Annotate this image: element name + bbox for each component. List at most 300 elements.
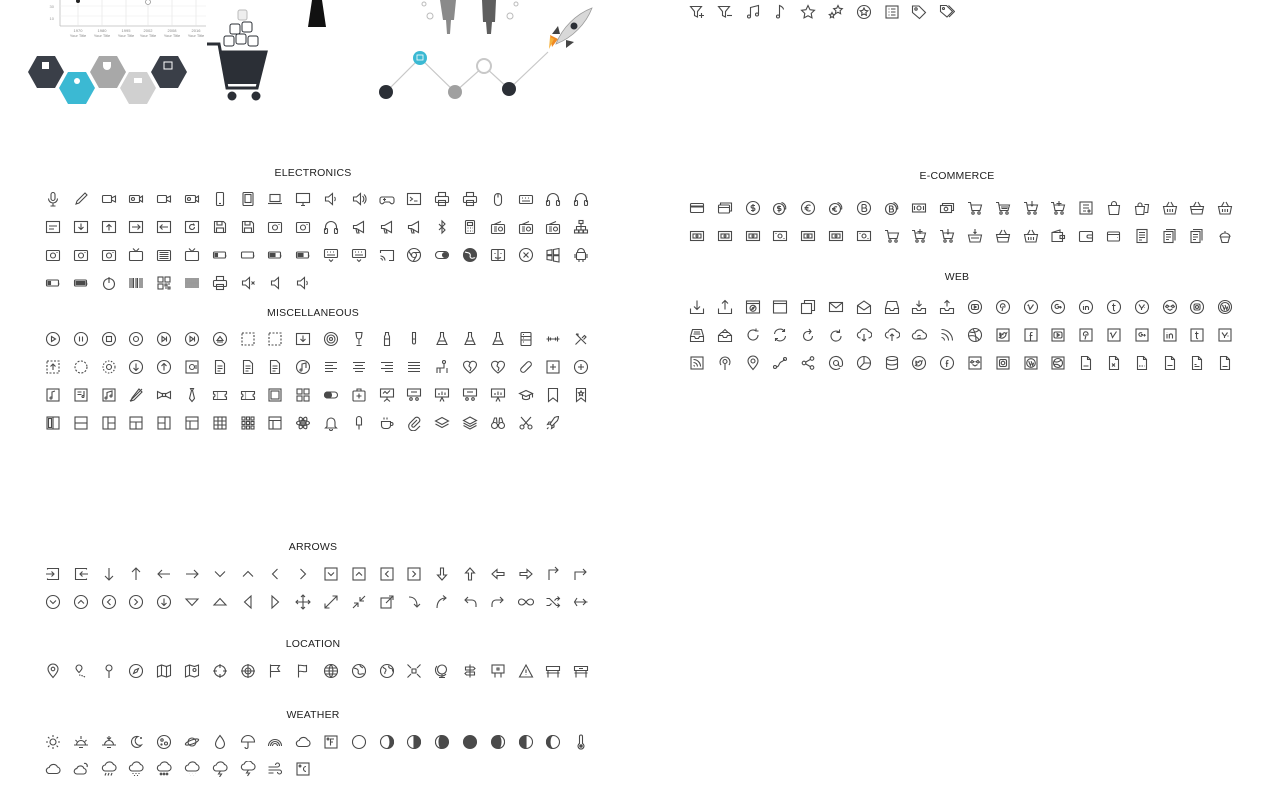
sitting-icon [432, 357, 452, 377]
year-label: 1970 [73, 28, 83, 33]
tumblr-box-icon [1187, 325, 1207, 345]
monitor-icon [293, 189, 313, 209]
power-icon [99, 273, 119, 293]
printer-icon [432, 189, 452, 209]
camcorder-icon [126, 189, 146, 209]
pause-icon [71, 329, 91, 349]
circle-arrow-down-icon [154, 592, 174, 612]
board-people-icon [404, 385, 424, 405]
globe-icon [321, 661, 341, 681]
collapse-icon [349, 592, 369, 612]
year-label: 2016 [191, 28, 201, 33]
tie-icon [182, 385, 202, 405]
grad-cap-icon [516, 385, 536, 405]
coin-bitcoin-icon [854, 198, 874, 218]
filter-plus-icon [687, 2, 707, 22]
keyboard-icon [516, 189, 536, 209]
youtube-circle-icon [965, 297, 985, 317]
binoculars-icon [488, 413, 508, 433]
bluetooth-icon [432, 217, 452, 237]
circle-chevron-down-icon [43, 592, 63, 612]
box-chevron-left-icon [377, 564, 397, 584]
chevron-down-icon [210, 564, 230, 584]
infinity-icon [516, 592, 536, 612]
cart-plus-icon [1048, 198, 1068, 218]
arrow-left-icon [154, 564, 174, 584]
expand-icon [321, 592, 341, 612]
instagram-box-icon [993, 353, 1013, 373]
moon-stars-icon [126, 732, 146, 752]
music-note-icon [770, 2, 790, 22]
fahrenheit-icon [321, 732, 341, 752]
trophy-base [308, 0, 326, 27]
arrow-right-icon [182, 564, 202, 584]
receipt-box-icon [1076, 198, 1096, 218]
podcast-icon [715, 353, 735, 373]
stars-icon [826, 2, 846, 22]
music-note-box-icon [43, 385, 63, 405]
pill-toggle-icon [321, 385, 341, 405]
wallet-icon [1048, 226, 1068, 246]
share-icon [798, 353, 818, 373]
caption-label: Your Title [117, 33, 135, 38]
import-arrow-icon [43, 564, 63, 584]
section-title-weather: WEATHER [286, 709, 340, 721]
finder-icon [488, 245, 508, 265]
rss-box-icon [687, 353, 707, 373]
tags-icon [937, 2, 957, 22]
radio-icon [543, 217, 563, 237]
triangle-down-icon [182, 592, 202, 612]
credit-card-icon [687, 198, 707, 218]
windows-stack-icon [798, 297, 818, 317]
layout-b-icon [126, 413, 146, 433]
paperclip-icon [404, 413, 424, 433]
pushpin-icon [99, 661, 119, 681]
next-icon [182, 329, 202, 349]
hexagon-cluster [28, 56, 187, 104]
cloud-upload-icon [882, 325, 902, 345]
layout-e-icon [265, 413, 285, 433]
file-zip-icon [1160, 353, 1180, 373]
facebook-circle-icon [937, 353, 957, 373]
cloud-icon [293, 732, 313, 752]
gplus-box-icon [1132, 325, 1152, 345]
rss-icon [937, 325, 957, 345]
pen-icon [71, 189, 91, 209]
tv-icon [182, 245, 202, 265]
export-arrow-icon [71, 564, 91, 584]
music-notes-icon [743, 2, 763, 22]
speaker-loud-icon [349, 189, 369, 209]
box-line-icon [43, 217, 63, 237]
battery-empty-icon [238, 245, 258, 265]
linkedin-box-icon [1160, 325, 1180, 345]
shuffle-icon [543, 592, 563, 612]
cloud-bolt-icon [238, 759, 258, 779]
upload-box-icon [99, 217, 119, 237]
sync-icon [770, 325, 790, 345]
linkedin-circle-icon [1076, 297, 1096, 317]
export-box-icon [126, 217, 146, 237]
fat-arrow-down-icon [432, 564, 452, 584]
pie-chart-icon [854, 353, 874, 373]
camera-box-icon [43, 245, 63, 265]
battery-low-icon [43, 273, 63, 293]
browser-compass-icon [743, 297, 763, 317]
section-title-web: WEB [944, 271, 970, 283]
laptop-icon [265, 189, 285, 209]
circle-chevron-up-icon [71, 592, 91, 612]
section-title-miscellaneous: MISCELLANEOUS [267, 307, 359, 319]
rainbow-icon [265, 732, 285, 752]
at-icon [826, 353, 846, 373]
cloud-download-icon [854, 325, 874, 345]
envelope-icon [826, 297, 846, 317]
music-circle-icon [293, 357, 313, 377]
facebook-box-icon [1021, 325, 1041, 345]
music-box-icon [99, 385, 119, 405]
invoices-icon [1160, 226, 1180, 246]
external-icon [377, 592, 397, 612]
money-box-2-icon [854, 226, 874, 246]
circle-chevron-right-icon [126, 592, 146, 612]
merge-icon [571, 592, 591, 612]
circle-down-icon [126, 357, 146, 377]
celsius-icon [293, 759, 313, 779]
dashed-circle-icon [71, 357, 91, 377]
moon-q1-icon [377, 732, 397, 752]
triangle-left-icon [238, 592, 258, 612]
redo-icon [488, 592, 508, 612]
crosshair-icon [210, 661, 230, 681]
drop-icon [210, 732, 230, 752]
chevron-left-icon [265, 564, 285, 584]
atom-icon [293, 413, 313, 433]
camera-box-icon [71, 245, 91, 265]
cloud-sync-icon [909, 325, 929, 345]
plus-box-icon [543, 357, 563, 377]
phone-icon [210, 189, 230, 209]
cart-illustration [207, 10, 266, 101]
curve-down-icon [404, 592, 424, 612]
next-icon [154, 329, 174, 349]
bowtie-icon [154, 385, 174, 405]
route-icon [770, 353, 790, 373]
circle-up-icon [154, 357, 174, 377]
plus-circle-icon [571, 357, 591, 377]
cloud-drizzle-icon [126, 759, 146, 779]
turn-right-2-icon [571, 564, 591, 584]
dashed-square-icon [238, 329, 258, 349]
globe-2-icon [349, 661, 369, 681]
globe-filled-icon [460, 245, 480, 265]
wordpress-circle-icon [1215, 297, 1235, 317]
quad-icon [293, 385, 313, 405]
moon-waning-icon [488, 732, 508, 752]
bandage-icon [516, 357, 536, 377]
safe-icon [182, 357, 202, 377]
align-right-icon [377, 357, 397, 377]
move-icon [293, 592, 313, 612]
dropbox-circle-icon [1160, 297, 1180, 317]
satellite-icon [404, 661, 424, 681]
server-icon [516, 329, 536, 349]
timeline-preview [50, 0, 206, 26]
download-box-icon [293, 329, 313, 349]
twitter-circle-icon [909, 353, 929, 373]
twitter-box-icon [993, 325, 1013, 345]
justify-icon [404, 357, 424, 377]
dropbox-box-icon [965, 353, 985, 373]
inbox-down-icon [909, 297, 929, 317]
banknotes-icon [937, 198, 957, 218]
bookmark-icon [543, 385, 563, 405]
money-box-2-icon [770, 226, 790, 246]
stop-icon [99, 329, 119, 349]
barcode-scan-icon [182, 273, 202, 293]
cart-icon [882, 226, 902, 246]
download-box-icon [71, 217, 91, 237]
cloud-sun-icon [71, 759, 91, 779]
rotate-cw-icon [826, 325, 846, 345]
pinterest-box-icon [1076, 325, 1096, 345]
notes-box-icon [71, 385, 91, 405]
year-label: 2002 [143, 28, 153, 33]
moon-half-l-icon [516, 732, 536, 752]
layout-d-icon [182, 413, 202, 433]
tumblr-circle-icon [1104, 297, 1124, 317]
tv-static-icon [154, 245, 174, 265]
camera-box-icon [99, 245, 119, 265]
video-camera-icon [154, 189, 174, 209]
speaker-low-icon [265, 273, 285, 293]
wine-glass-icon [349, 329, 369, 349]
list-box-icon [882, 2, 902, 22]
refresh-box-icon [182, 217, 202, 237]
map-icon [154, 661, 174, 681]
moon-gibbous-icon [432, 732, 452, 752]
invoices-icon [1187, 226, 1207, 246]
caption-label: Your Title [93, 33, 111, 38]
ticket-icon [238, 385, 258, 405]
align-left-icon [321, 357, 341, 377]
layout-a-icon [99, 413, 119, 433]
scissors-icon [516, 413, 536, 433]
mouse-icon [488, 189, 508, 209]
battery-low-icon [210, 245, 230, 265]
cloud-snow-icon [182, 759, 202, 779]
target-icon [321, 329, 341, 349]
turn-right-icon [543, 564, 563, 584]
sun-icon [43, 732, 63, 752]
box-chevron-down-icon [321, 564, 341, 584]
dashed-square-icon [265, 329, 285, 349]
split-h-icon [71, 413, 91, 433]
coins-euro-icon [826, 198, 846, 218]
tag-icon [909, 2, 929, 22]
bench-icon [543, 661, 563, 681]
layers-2-icon [460, 413, 480, 433]
arrow-down-icon [99, 564, 119, 584]
gplus-circle-icon [1048, 297, 1068, 317]
record-icon [126, 329, 146, 349]
broken-heart-icon [460, 357, 480, 377]
cloud-rain-icon [99, 759, 119, 779]
cart-plus-icon [909, 226, 929, 246]
camera-box-icon [293, 217, 313, 237]
refresh-icon [743, 325, 763, 345]
caption-label: Your Title [187, 33, 205, 38]
file-xls-icon [1104, 353, 1124, 373]
target-2-icon [238, 661, 258, 681]
chevron-right-icon [293, 564, 313, 584]
import-box-icon [154, 217, 174, 237]
broken-heart-icon [488, 357, 508, 377]
basket-icon [1160, 198, 1180, 218]
rotate-right-icon [798, 325, 818, 345]
database-icon [882, 353, 902, 373]
bench-sign-icon [571, 661, 591, 681]
tools-icon [571, 329, 591, 349]
apps-icon [238, 413, 258, 433]
fat-arrow-left-icon [488, 564, 508, 584]
megaphone-icon [377, 217, 397, 237]
printer-icon [460, 189, 480, 209]
presentation-icon [377, 385, 397, 405]
inbox-icon [882, 297, 902, 317]
board-chart-icon [488, 385, 508, 405]
section-title-location: LOCATION [285, 638, 341, 650]
gamepad-icon [377, 189, 397, 209]
caption-label: Your Title [69, 33, 87, 38]
tablet-icon [238, 189, 258, 209]
sunrise-icon [71, 732, 91, 752]
coin-euro-icon [798, 198, 818, 218]
vimeo-box-icon [1104, 325, 1124, 345]
bookmark-star-icon [571, 385, 591, 405]
sunset-icon [99, 732, 119, 752]
preview-illustrations [0, 0, 640, 120]
flask-icon [432, 329, 452, 349]
cloud-lightning-icon [210, 759, 230, 779]
money-box-icon [687, 226, 707, 246]
map-pin-icon [182, 661, 202, 681]
flask-icon [488, 329, 508, 349]
dribbble-circle-icon [965, 325, 985, 345]
billboard-icon [488, 661, 508, 681]
layers-icon [432, 413, 452, 433]
pinterest-circle-icon [993, 297, 1013, 317]
youtube-box-icon [1048, 325, 1068, 345]
wordpress-box-icon [1021, 353, 1041, 373]
globe-3-icon [377, 661, 397, 681]
megaphone-icon [349, 217, 369, 237]
filter-minus-icon [715, 2, 735, 22]
banknote-icon [909, 198, 929, 218]
cart-down-icon [937, 226, 957, 246]
network-icon [571, 217, 591, 237]
podcast-pin-icon [743, 353, 763, 373]
browser-icon [770, 297, 790, 317]
toggle-icon [432, 245, 452, 265]
coins-bitcoin-icon [882, 198, 902, 218]
speaker-icon [321, 189, 341, 209]
basket-full-icon [1187, 198, 1207, 218]
no-pen-icon [126, 385, 146, 405]
moon-new-icon [349, 732, 369, 752]
bell-icon [321, 413, 341, 433]
file-doc-icon [1076, 353, 1096, 373]
cast-icon [377, 245, 397, 265]
rocket-icon [543, 413, 563, 433]
osx-icon [516, 245, 536, 265]
camera-box-icon [265, 217, 285, 237]
cloud-icon [43, 759, 63, 779]
planet-icon [182, 732, 202, 752]
globe-stand-icon [432, 661, 452, 681]
ticket-icon [210, 385, 230, 405]
battery-half-icon [293, 245, 313, 265]
flag-2-icon [293, 661, 313, 681]
inbox-open-icon [715, 325, 735, 345]
moon-craters-icon [154, 732, 174, 752]
align-center-icon [349, 357, 369, 377]
shopping-bag-icon [1104, 198, 1124, 218]
yahoo-circle-icon [1132, 297, 1152, 317]
caption-label: Your Title [139, 33, 157, 38]
pin-icon [43, 661, 63, 681]
people-illustration [422, 0, 518, 34]
caption-label: Your Title [163, 33, 181, 38]
square-icon [265, 385, 285, 405]
grid-9-icon [210, 413, 230, 433]
radio-icon [516, 217, 536, 237]
battery-full-icon [71, 273, 91, 293]
circle-chevron-left-icon [99, 592, 119, 612]
first-aid-icon [349, 385, 369, 405]
microphone-icon [43, 189, 63, 209]
windows-icon [543, 245, 563, 265]
section-title-arrows: ARROWS [288, 541, 338, 553]
moon-half-icon [404, 732, 424, 752]
vimeo-circle-icon [1021, 297, 1041, 317]
floppy-icon [238, 217, 258, 237]
rocket-illustration [549, 8, 592, 49]
android-icon [571, 245, 591, 265]
preview-art [0, 0, 640, 120]
keyboard-down-icon [349, 245, 369, 265]
triangle-up-icon [210, 592, 230, 612]
moon-full-icon [460, 732, 480, 752]
document-icon [238, 357, 258, 377]
cart-full-icon [993, 198, 1013, 218]
terminal-icon [404, 189, 424, 209]
chevron-up-icon [238, 564, 258, 584]
document-icon [265, 357, 285, 377]
download-tray-icon [687, 297, 707, 317]
instagram-circle-icon [1187, 297, 1207, 317]
shopping-bags-icon [1132, 198, 1152, 218]
cloud-hail-icon [154, 759, 174, 779]
curve-up-icon [432, 592, 452, 612]
wallet-2-icon [1076, 226, 1096, 246]
wallet-3-icon [1104, 226, 1124, 246]
flask-icon [460, 329, 480, 349]
timeline-year-labels [70, 28, 205, 38]
credit-cards-icon [715, 198, 735, 218]
headphones-icon [571, 189, 591, 209]
